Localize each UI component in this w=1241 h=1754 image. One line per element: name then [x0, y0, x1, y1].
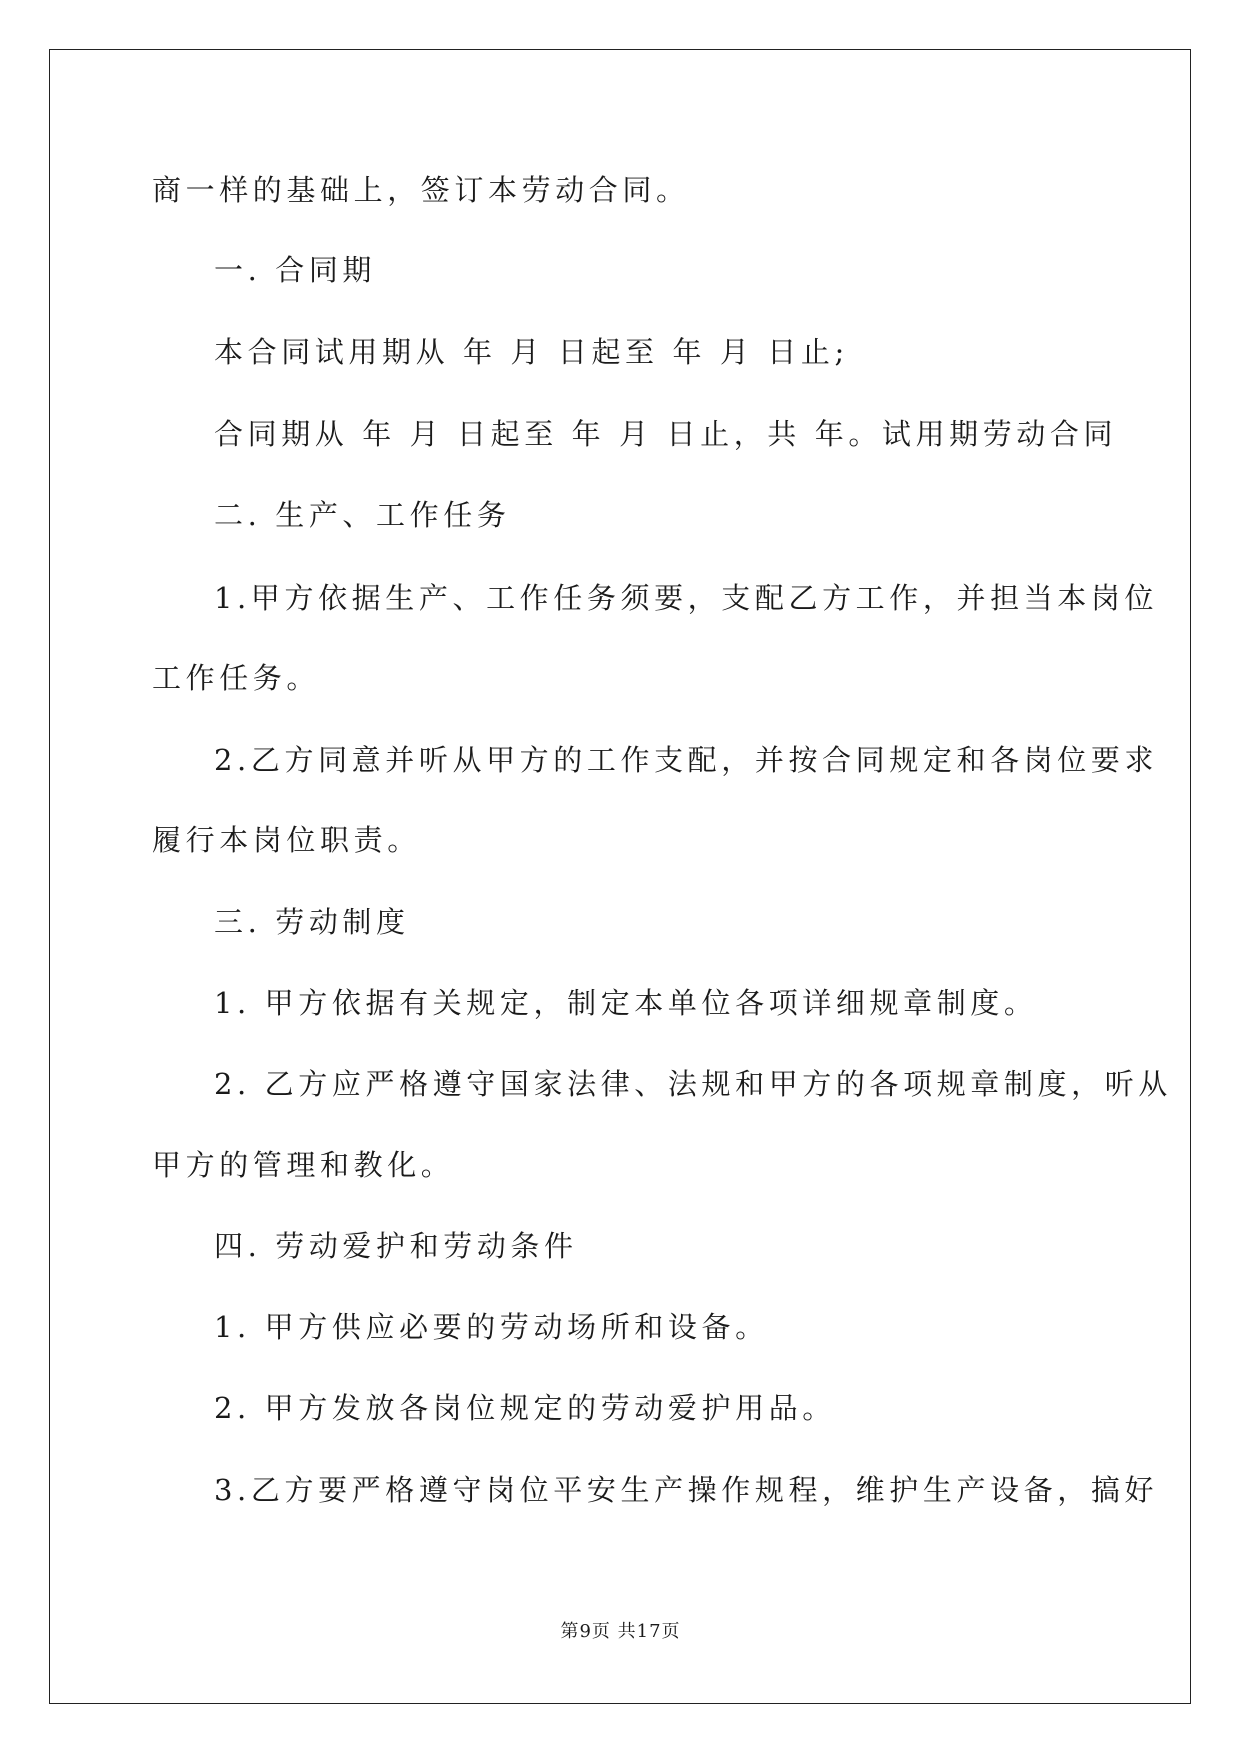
section-heading: 四. 劳动爱护和劳动条件 [214, 1229, 578, 1263]
paragraph-line: 1.甲方依据生产、工作任务须要，支配乙方工作，并担当本岗位 [214, 581, 1159, 615]
paragraph-line: 合同期从 年 月 日起至 年 月 日止，共 年。试用期劳动合同 [214, 417, 1118, 451]
paragraph-line: 甲方的管理和教化。 [152, 1148, 455, 1182]
paragraph-line: 1. 甲方供应必要的劳动场所和设备。 [214, 1310, 769, 1344]
section-heading: 三. 劳动制度 [214, 905, 410, 939]
paragraph-line: 3.乙方要严格遵守岗位平安生产操作规程，维护生产设备，搞好 [214, 1473, 1159, 1507]
paragraph-line: 1. 甲方依据有关规定，制定本单位各项详细规章制度。 [214, 986, 1038, 1020]
paragraph-line: 商一样的基础上，签订本劳动合同。 [152, 173, 690, 207]
paragraph-line: 履行本岗位职责。 [152, 823, 421, 857]
paragraph-line: 2. 乙方应严格遵守国家法律、法规和甲方的各项规章制度，听从 [214, 1067, 1172, 1101]
paragraph-line: 2.乙方同意并听从甲方的工作支配，并按合同规定和各岗位要求 [214, 743, 1159, 777]
section-heading: 一. 合同期 [214, 253, 377, 287]
page-border [49, 49, 1191, 1704]
paragraph-line: 本合同试用期从 年 月 日起至 年 月 日止; [214, 335, 849, 369]
paragraph-line: 2. 甲方发放各岗位规定的劳动爱护用品。 [214, 1391, 836, 1425]
paragraph-line: 工作任务。 [152, 661, 321, 695]
section-heading: 二. 生产、工作任务 [214, 498, 511, 532]
page-number-footer: 第9页 共17页 [560, 1621, 681, 1642]
